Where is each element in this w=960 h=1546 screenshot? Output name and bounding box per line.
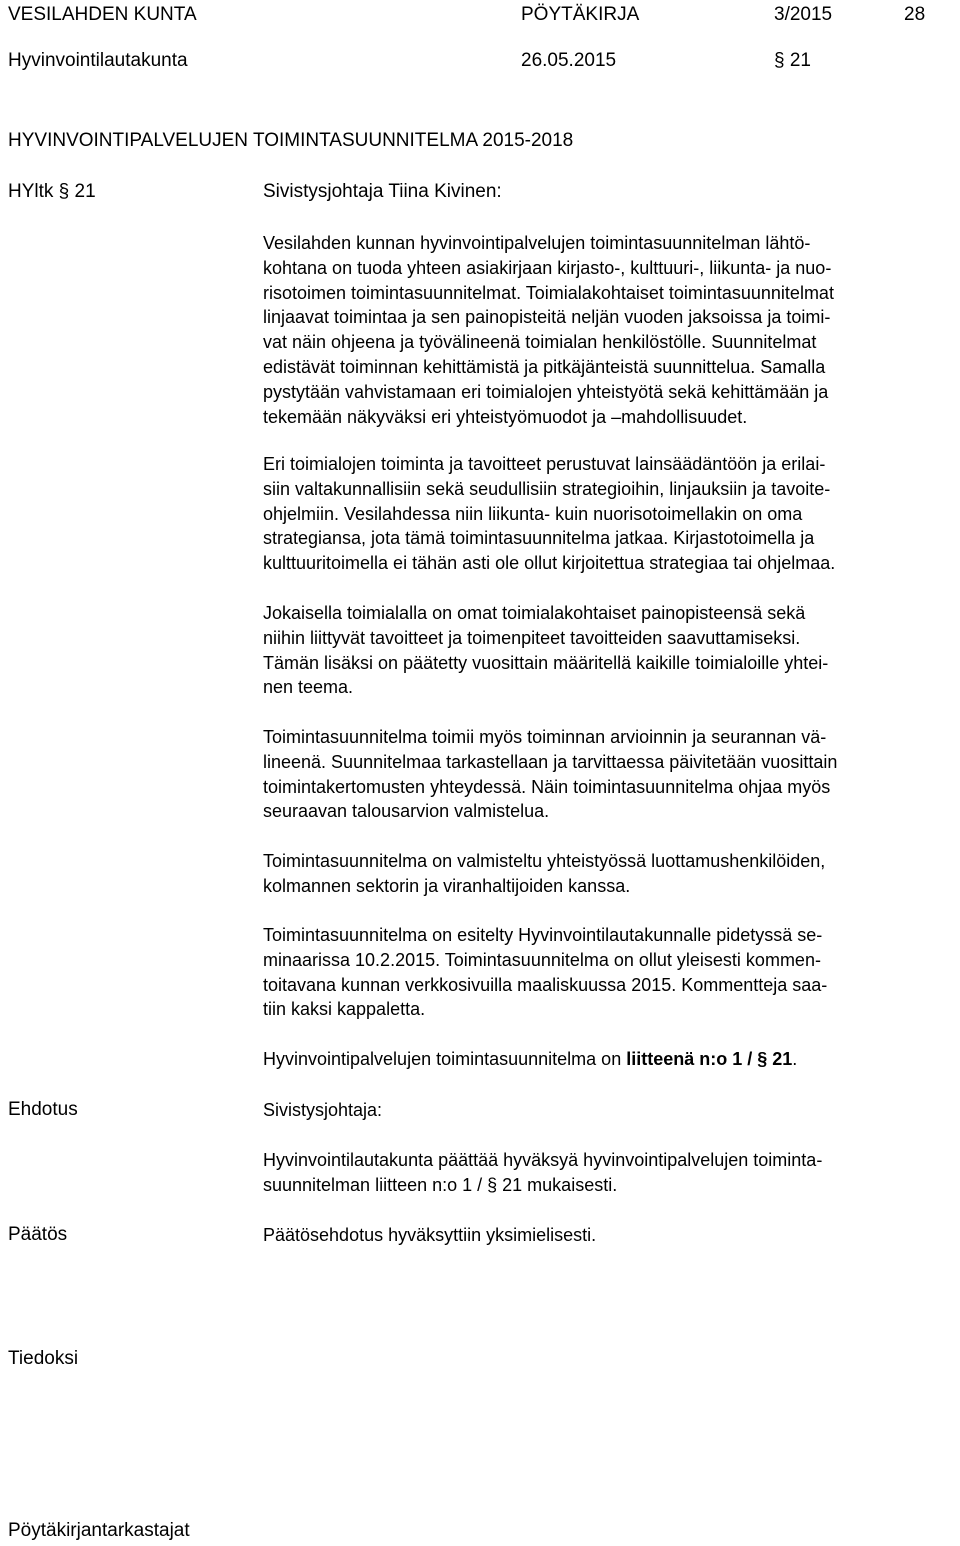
attachment-reference (263, 1047, 960, 1072)
text-line: ohjelmiin. Vesilahdessa niin liikunta- kuin nuorisotoimellakin on oma (263, 503, 803, 524)
text-line: lineenä. Suunnitelmaa tarkastellaan ja tarvittaessa päivitetään vuosittain (263, 751, 838, 772)
text-line: Tämän lisäksi on päätetty vuosittain määritellä kaikille toimialoille yhtei- (263, 652, 829, 673)
text-line: kulttuuritoimella ei tähän asti ole ollut kirjoitettua strategiaa tai ohjelmaa. (263, 553, 836, 574)
paragraph-5 (263, 849, 960, 899)
text-line: niihin liittyvät tavoitteet ja toimenpiteet tavoitteiden saavuttamiseksi. (263, 627, 801, 648)
paragraph-6 (263, 923, 960, 1022)
paragraph-3 (263, 601, 960, 700)
text-line: vat näin ohjeena ja työvälineenä toimialan henkilöstölle. Suunnitelmat (263, 332, 817, 353)
text-line: Toimintasuunnitelma on esitelty Hyvinvointilautakunnalle pidetyssä se- (263, 925, 823, 945)
text-line: kohtana on tuoda yhteen asiakirjaan kirjasto-, kulttuuri-, liikunta- ja nuo- (263, 257, 832, 278)
text-line: Jokaisella toimialalla on omat toimialakohtaiset painopisteensä sekä (263, 603, 806, 623)
attachment-prefix: Hyvinvointipalvelujen toimintasuunnitelma on (263, 1049, 627, 1069)
paragraph-1 (263, 231, 960, 429)
text-line: Hyvinvointilautakunta päättää hyväksyä hyvinvointipalvelujen toiminta- (263, 1150, 823, 1170)
text-line: Vesilahden kunnan hyvinvointipalvelujen toimintasuunnitelman lähtö- (263, 233, 811, 253)
info-label: Tiedoksi (8, 1348, 79, 1369)
text-line: Toimintasuunnitelma toimii myös toiminnan arvioinnin ja seurannan vä- (263, 727, 827, 747)
text-line: tiin kaksi kappaletta. (263, 999, 426, 1020)
attachment-number: liitteenä n:o 1 / § 21 (626, 1049, 793, 1069)
text-line: tekemään näkyväksi eri yhteistyömuodot ja –mahdollisuudet. (263, 406, 748, 427)
document-title: HYVINVOINTIPALVELUJEN TOIMINTASUUNNITELMA 2015-2018 (8, 130, 574, 151)
text-line: edistävät toiminnan kehittämistä ja pitkäjänteistä suunnittelua. Samalla (263, 356, 826, 377)
attachment-line (263, 1047, 960, 1072)
paragraph-2 (263, 452, 960, 576)
section-number: § 21 (774, 50, 811, 71)
text-line: toimintakertomusten yhteydessä. Näin toimintasuunnitelma ohjaa myös (263, 776, 831, 797)
text-line: kolmannen sektorin ja viranhaltijoiden kanssa. (263, 875, 631, 896)
proposal-label: Ehdotus (8, 1099, 78, 1120)
text-line: suunnitelman liitteen n:o 1 / § 21 mukaisesti. (263, 1174, 618, 1195)
attachment-suffix: . (792, 1049, 798, 1069)
text-line: toitavana kunnan verkkosivuilla maaliskuussa 2015. Kommentteja saa- (263, 974, 828, 995)
decision-text: Päätösehdotus hyväksyttiin yksimielisesti. (263, 1225, 597, 1245)
text-line: Toimintasuunnitelma on valmisteltu yhteistyössä luottamushenkilöiden, (263, 851, 826, 871)
minutes-checkers-label: Pöytäkirjantarkastajat (8, 1520, 190, 1541)
text-line: pystytään vahvistamaan eri toimialojen yhteistyötä sekä kehittämään ja (263, 381, 829, 402)
committee-name: Hyvinvointilautakunta (8, 50, 188, 71)
page-number: 28 (904, 4, 926, 25)
text-line: siin valtakunnallisiin sekä seudullisiin strategioihin, linjauksiin ja tavoite- (263, 478, 831, 499)
section-reference: HYltk § 21 (8, 181, 96, 202)
proposal-speaker: Sivistysjohtaja: (263, 1100, 383, 1120)
text-line: minaarissa 10.2.2015. Toimintasuunnitelma on ollut yleisesti kommen- (263, 949, 821, 970)
presenter-line: Sivistysjohtaja Tiina Kivinen: (263, 181, 502, 202)
text-line: strategiansa, jota tämä toimintasuunnitelma jatkaa. Kirjastotoimella ja (263, 528, 815, 549)
text-line: risotoimen toimintasuunnitelmat. Toimialakohtaiset toimintasuunnitelmat (263, 282, 834, 303)
text-line: seuraavan talousarvion valmistelua. (263, 801, 550, 822)
proposal-text (263, 1148, 960, 1198)
municipality-name: VESILAHDEN KUNTA (8, 4, 197, 25)
meeting-date: 26.05.2015 (521, 50, 617, 71)
decision-label: Päätös (8, 1224, 68, 1245)
text-line: Eri toimialojen toiminta ja tavoitteet perustuvat lainsäädäntöön ja erilai- (263, 454, 826, 474)
document-number: 3/2015 (774, 4, 833, 25)
text-line: nen teema. (263, 677, 354, 698)
text-line: linjaavat toimintaa ja sen painopisteitä neljän vuoden jaksoissa ja toimi- (263, 307, 831, 328)
paragraph-4 (263, 725, 960, 824)
document-type: PÖYTÄKIRJA (521, 4, 640, 25)
